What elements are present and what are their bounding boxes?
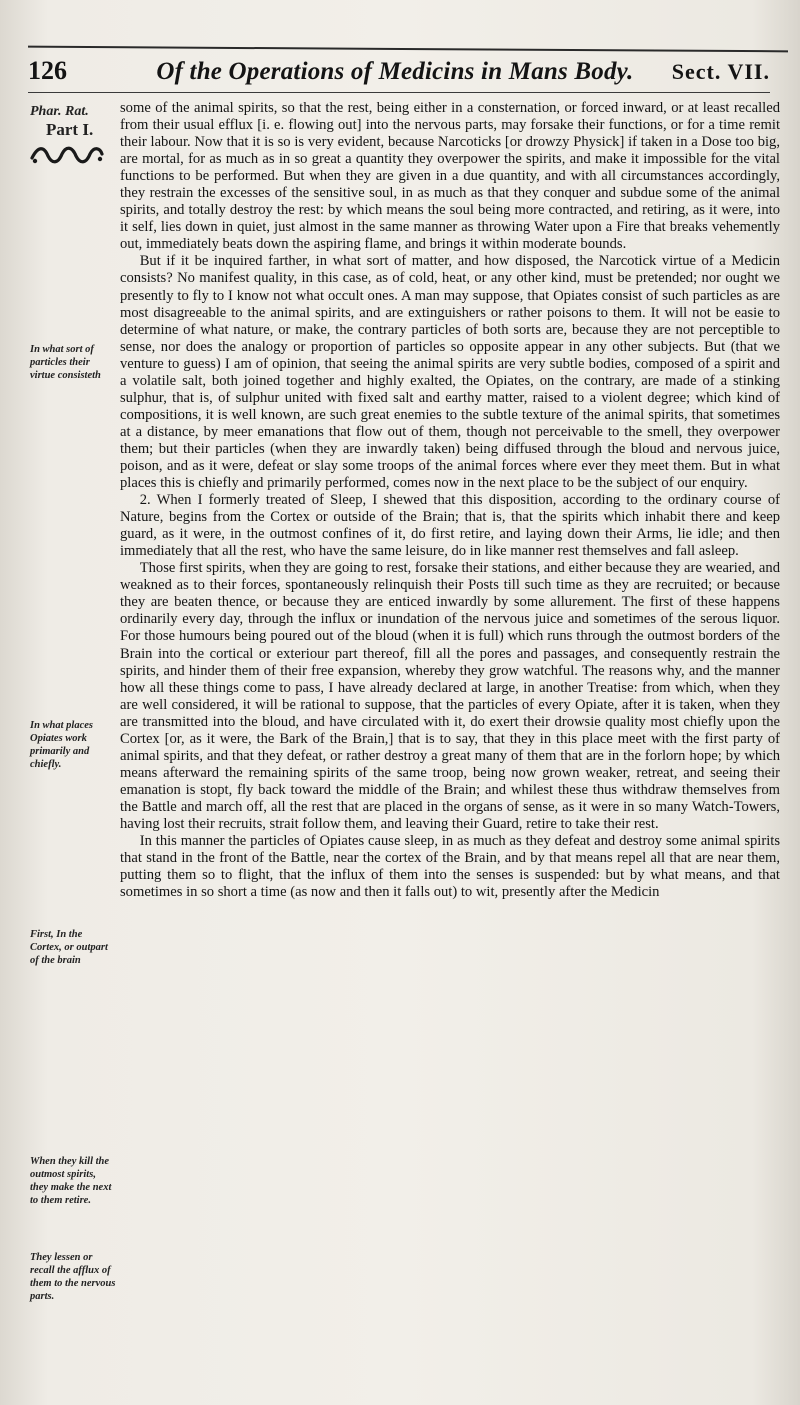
paragraph-3: 2. When I formerly treated of Sleep, I shewed that this disposition, according to the ordinary course of Nature, begins from the Cortex or outside of the Brain; that is, that the spirits which inhabit there and keep guard, as it were, in the outmost confines of it, do first retire, and laying down their Arms, lie idle; and then immediately that all the rest, who have the same leisure, do in like manner rest themselves and fall asleep. [120, 492, 780, 560]
page-top-rule [28, 46, 788, 53]
running-title: Of the Operations of Medicins in Mans Body. [156, 58, 634, 85]
margin-note-4: When they kill the outmost spirits, they make the next to them retire. [30, 1156, 112, 1206]
paragraph-1: some of the animal spirits, so that the rest, being either in a consternation, or forced inward, or at least recalled from their usual efflux [i. e. flowing out] into the nervous parts, may forsake their functions, or for a time remit their labour. Now that it is so is very evident, because Narcoticks [or drowzy Physick] if taken in a Dose too big, are mortal, for as much as in so great a quantity they overpower the spirits, and make it impossible for the vital functions to be performed. But when they are given in a due quantity, and with all circumstances accordingly, they restrain the excesses of the sensitive soul, in as much as that they conquer and subdue some of the animal spirits, and totally destroy the rest: by which means the soul being more contracted, and retiring, as it were, into it self, lies down in quiet, just almost in the same manner as throwing Water upon a Fire that breaks vehemently out, immediately beats down the aspiring flame, and brings it within moderate bounds. [120, 100, 780, 253]
running-header [28, 56, 770, 93]
margin-note-2: In what places Opiates work primarily and chiefly. [30, 720, 94, 770]
margin-running-head: Phar. Rat. [30, 104, 89, 119]
main-text-column [120, 100, 780, 1401]
paragraph-2: But if it be inquired farther, in what sort of matter, and how disposed, the Narcotick virtue of a Medicin consists? No manifest quality, in this case, as of cold, heat, or any other kind, must be pretended; nor ought we presently to fly to I know not what occult ones. A man may suppose, that Opiates consist of such particles as are most disagreeable to the animal spirits, and are extinguishers or rather poisons to them. It will not be easie to determine of what nature, or make, the contrary particles of both sorts are, because they are not perceptible to sense, nor does the analogy or proportion of particles so opposite appear in any other subjects. But (that we venture to guess) I am of opinion, that seeing the animal spirits are very subtle bodies, composed of a spirit and a volatile salt, both joined together and highly exalted, the Opiates, on the contrary, are made of a stinking sulphur, that is, of sulphur united with fixed salt and earthy matter, raised to a violent degree; which kind of compositions, it is well known, are such great enemies to the subtle texture of the animal spirits, that sometimes at a distance, by meer emanations that flow out of them, though not perceivable to the smell, they overpower them; but their particles (when they are inwardly taken) being diffused through the bloud and nervous juice, poison, and as it were, defeat or slay some troops of the animal forces where ever they meet them. But in what places this is chiefly and primarily performed, comes now in the next place to be the subject of our enquiry. [120, 253, 780, 492]
margin-note-5: They lessen or recall the afflux of them to the nervous parts. [30, 1252, 116, 1302]
page-number: 126 [28, 56, 67, 85]
margin-note-1: In what sort of particles their virtue consisteth [30, 344, 101, 381]
margin-head-block [30, 104, 116, 170]
section-label: Sect. VII. [671, 59, 770, 84]
paragraph-4: Those first spirits, when they are going to rest, forsake their stations, and either because they are wearied, and weakned as to their forces, spontaneously relinquish their Posts till such time as they are recruited; or because they are beaten thence, or because they are enticed inwardly by some allurement. The first of these happens ordinarily every day, through the influx or inundation of the nervous juice and sometimes of the serous liquor. For those humours being poured out of the bloud (when it is full) which runs through the outmost borders of the Brain into the cortical or exteriour part thereof, fill all the pores and passages, and consequently restrain the spirits, and hinder them of their free expansion, whereby they grow watchful. The reasons why, and the manner how all these things come to pass, I have already declared at large, in another Treatise: from which, when they are well considered, it will be rational to suppose, that the particles of every Opiate, after it is taken, when they are transmitted into the bloud, and have circulated with it, do exert their drowsie quality most chiefly upon the Cortex [or, as it were, the Bark of the Brain,] that is to say, that they in this place meet with the first party of animal spirits, and that they defeat, or rather destroy a great many of them that are in the forlorn hope; by which means afterward the remaining spirits of the same troop, being now grown weaker, retreat, and seeing their emanation is stopt, fly back toward the middle of the Brain; and whilest these thus withdraw themselves from the Battle and march off, all the rest that are placed in the organs of sense, as it were in so many Watch-Towers, having lost their recruits, strait follow them, and leaving their Guard, retire to take their rest. [120, 560, 780, 832]
printers-ornament-icon [30, 144, 104, 166]
margin-part-label: Part I. [46, 120, 94, 139]
paragraph-5: In this manner the particles of Opiates cause sleep, in as much as they defeat and destroy some animal spirits that stand in the front of the Battle, near the cortex of the Brain, and by that means repel all that are near them, putting them so to flight, that the influx of them into the senses is suspended: but by what means, and that sometimes in so short a time (as now and then it falls out) to wit, presently after the Medicin [120, 833, 780, 901]
margin-note-3: First, In the Cortex, or outpart of the brain [30, 929, 108, 966]
